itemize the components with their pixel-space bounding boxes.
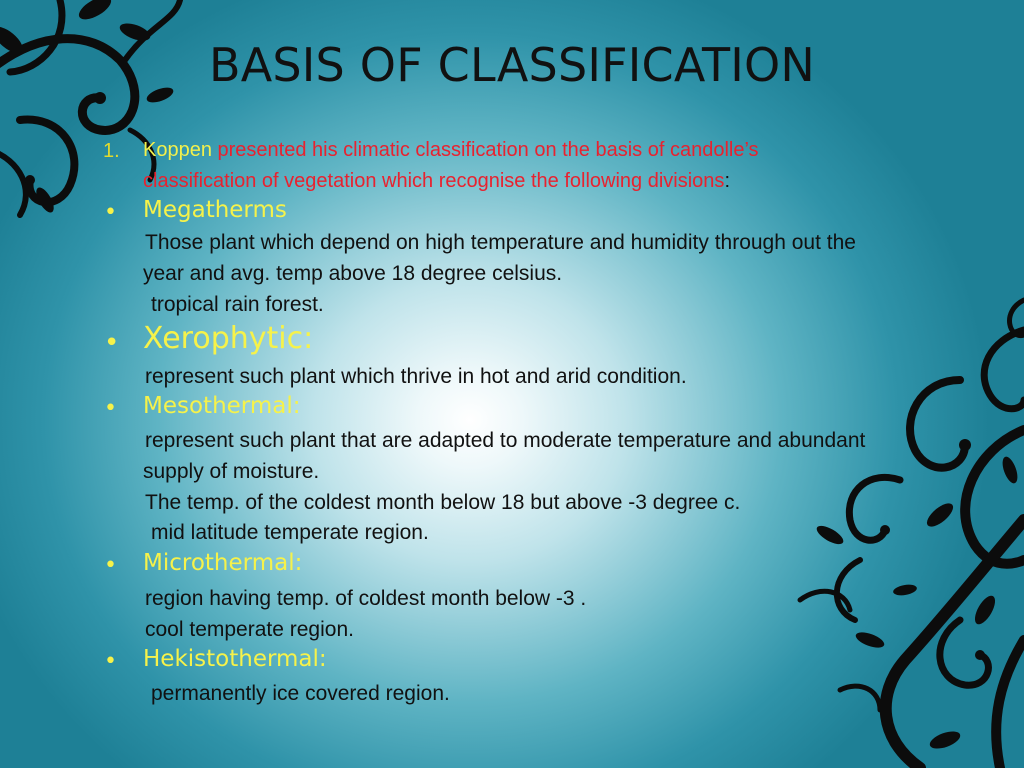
section-text: tropical rain forest. (151, 293, 324, 316)
intro-text-1: presented his climatic classification on the basis of candolle’s (211, 139, 759, 161)
intro-line-2 (143, 170, 730, 193)
intro-colon: : (724, 170, 730, 192)
bullet-icon: • (104, 328, 120, 358)
section-text: represent such plant which thrive in hot and arid condition. (145, 365, 687, 388)
bullet-icon: • (104, 200, 117, 225)
section-text: permanently ice covered region. (151, 682, 450, 705)
intro-text-2: classification of vegetation which recognise the following divisions (143, 170, 725, 192)
section-text: Those plant which depend on high temperature and humidity through out the (145, 231, 856, 254)
section-text: represent such plant that are adapted to moderate temperature and abundant (145, 429, 866, 452)
slide-title: BASIS OF CLASSIFICATION (208, 38, 816, 92)
bullet-icon: • (104, 553, 117, 578)
section-heading-xerophytic: Xerophytic: (143, 321, 314, 356)
section-text: year and avg. temp above 18 degree celsius. (143, 262, 563, 285)
section-text: mid latitude temperate region. (151, 521, 429, 544)
bullet-icon: • (104, 396, 117, 421)
section-heading-mesothermal: Mesothermal: (143, 393, 301, 419)
section-text: region having temp. of coldest month below -3 . (145, 587, 587, 610)
section-text: cool temperate region. (145, 618, 354, 641)
list-number: 1. (103, 140, 120, 162)
section-heading-hekistothermal: Hekistothermal: (143, 646, 327, 672)
section-text: The temp. of the coldest month below 18 but above -3 degree c. (145, 491, 741, 514)
section-heading-microthermal: Microthermal: (143, 550, 303, 576)
bullet-icon: • (104, 649, 117, 674)
section-heading-megatherms: Megatherms (143, 197, 287, 223)
intro-author: Koppen (143, 139, 212, 161)
section-text: supply of moisture. (143, 460, 320, 483)
intro-line-1 (143, 139, 759, 162)
